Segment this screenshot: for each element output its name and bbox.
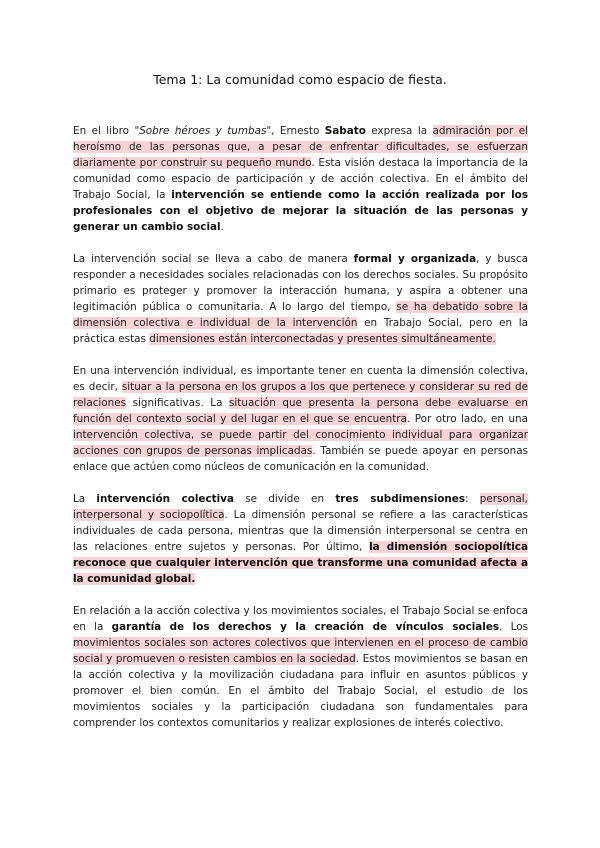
text-segment: , y busca responder a necesidades sociales relacionadas con los derechos sociales. Su propósito primario es proteger y promover la interacción humana, y aspira a obtener una legitimación pública o comunitaria. A lo largo del tiempo, (73, 253, 528, 313)
text-segment: La intervención social se lleva a cabo de manera (73, 253, 354, 265)
bold-text: Sabato (324, 125, 366, 137)
text-segment: expresa la (365, 125, 433, 137)
text-segment: . Por otro lado, en una (406, 413, 529, 425)
text-segment: : (465, 493, 480, 505)
text-segment: La (73, 493, 97, 505)
highlighted-text: admiración por el heroísmo de las personas que, a pesar de enfrentar dificultades, se esfuerzan diariamente por construir su pequeño mundo (73, 125, 528, 169)
paragraph-4 (73, 491, 528, 587)
paragraph-2 (73, 251, 528, 347)
highlighted-text: la dimensión sociopolítica reconoce que cualquier intervención que transforme una comunidad afecta a la comunidad global. (73, 541, 528, 585)
highlighted-text: dimensiones están interconectadas y presentes simultáneamente. (149, 333, 496, 345)
highlighted-text: situar a la persona en los grupos a los que pertenece y considerar su red de relaciones (73, 381, 528, 409)
text-segment: "Sobre héroes y tumbas" (134, 125, 272, 137)
highlighted-text: se ha debatido sobre la dimensión colectiva e individual de la intervención (73, 301, 528, 329)
paragraph-5 (73, 603, 528, 731)
text-segment: En relación a la acción colectiva y los movimientos sociales, el Trabajo Social se enfoca en la (73, 605, 528, 633)
text-segment: significativas. La (126, 397, 229, 409)
document-body (73, 123, 528, 747)
text-segment: . Estos movimientos se basan en la acción colectiva y la movilización ciudadana para influir en asuntos públicos y promover el bien común. En el ámbito del Trabajo Social, el estudio de los movimientos sociales y la participación ciudadana son fundamentales para comprender los contextos comunitarios y realizar explosiones de interés colectivo. (73, 653, 528, 729)
bold-text: intervención se entiende como la acción realizada por los profesionales con el objetivo de mejorar la situación de las personas y generar un cambio social (73, 189, 528, 233)
text-segment: . La dimensión personal se refiere a las características individuales de cada persona, mientras que la dimensión interpersonal se centra en las relaciones entre sujetos y personas. Por último, (73, 509, 528, 553)
bold-text: tres subdimensiones (335, 493, 466, 505)
paragraph-3 (73, 363, 528, 475)
bold-text: intervención colectiva (96, 493, 234, 505)
highlighted-text: situación que presenta la persona debe evaluarse en función del contexto social y del lugar en el que se encuentra (73, 397, 528, 425)
highlighted-text: personal, interpersonal y sociopolítica (73, 493, 528, 521)
text-segment: . También se puede apoyar en personas enlace que actúen como núcleos de comunicación en la comunidad. (73, 445, 528, 473)
text-segment: , Ernesto (271, 125, 325, 137)
text-segment: . Esta visión destaca la importancia de la comunidad como espacio de participación y de acción colectiva. En el ámbito del Trabajo Social, la (73, 157, 528, 201)
bold-text: formal y organizada (353, 253, 477, 265)
text-segment: . (220, 221, 224, 233)
text-segment: En el libro (73, 125, 135, 137)
bold-text: garantía de los derechos y la creación de vínculos sociales (111, 621, 500, 633)
text-segment: se divide en (233, 493, 336, 505)
text-segment: En una intervención individual, es importante tener en cuenta la dimensión colectiva, es decir, (73, 365, 528, 393)
highlighted-text: intervención colectiva, se puede partir del conocimiento individual para organizar acciones con grupos de personas implicadas (73, 429, 528, 457)
page-title: Tema 1: La comunidad como espacio de fiesta. (153, 72, 447, 87)
paragraph-1 (73, 123, 528, 235)
text-segment: en Trabajo Social, pero en la práctica estas (73, 317, 528, 345)
highlighted-text: movimientos sociales son actores colectivos que intervienen en el proceso de cambio social y promueven o resisten cambios en la sociedad (73, 637, 528, 665)
text-segment: . Los (499, 621, 528, 633)
